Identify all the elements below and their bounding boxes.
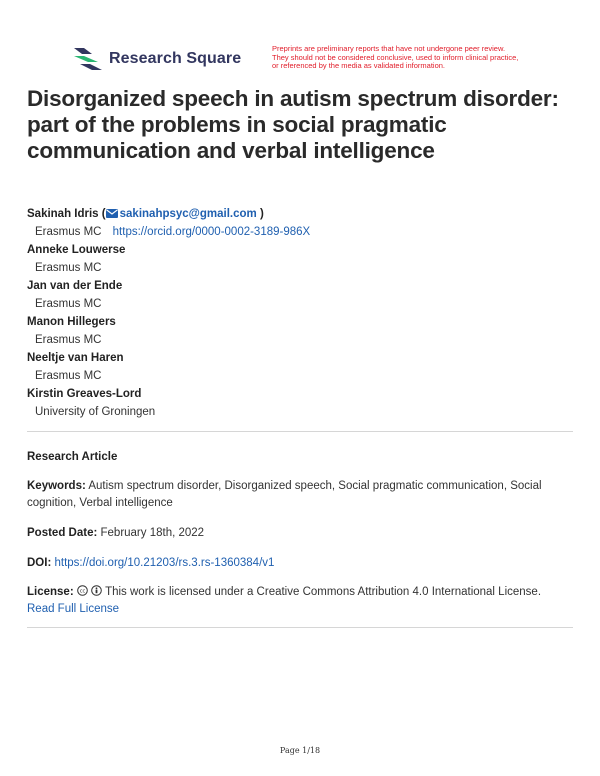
doi-link[interactable]: https://doi.org/10.21203/rs.3.rs-1360384/v1 [54,557,275,569]
author-list [27,205,577,421]
orcid-link[interactable]: https://orcid.org/0000-0002-3189-986X [112,226,311,238]
creative-commons-icon [77,585,88,596]
keywords-label: Keywords: [27,480,86,492]
author-affiliation: Erasmus MC [35,298,102,310]
author-affiliation: University of Groningen [35,406,156,418]
author-affiliation: Erasmus MC [35,226,102,238]
author-affiliation-row [27,223,577,241]
posted-date [27,525,575,542]
keywords-value: Autism spectrum disorder, Disorganized speech, Social pragmatic communication, Social cognition, Verbal intelligence [27,480,542,509]
preprint-notice-line: They should not be considered conclusive, used to inform clinical practice, [272,52,519,62]
author-name: Sakinah Idris [27,208,99,220]
preprint-notice [272,45,572,71]
author-affiliation: Erasmus MC [35,334,102,346]
author-name: Anneke Louwerse [27,244,126,256]
research-square-logo-icon [74,48,102,70]
author-name: Kirstin Greaves-Lord [27,388,142,400]
logo-wordmark: Research Square [109,50,242,67]
section-divider [27,431,573,432]
preprint-notice-line: or referenced by the media as validated information. [272,61,446,71]
doi-label: DOI: [27,557,52,569]
author-affiliation: Erasmus MC [35,370,102,382]
preprint-notice-line: Preprints are preliminary reports that have not undergone peer review. [272,44,506,53]
doi [27,555,575,572]
license-text: This work is licensed under a Creative Commons Attribution 4.0 International License. [105,586,542,598]
author-affiliation: Erasmus MC [35,262,102,274]
author-email-link[interactable]: sakinahpsyc@gmail.com [106,208,257,220]
svg-text:cc: cc [79,588,86,595]
envelope-icon [106,209,118,218]
section-divider [27,627,573,628]
read-full-license-link[interactable]: Read Full License [27,603,120,615]
author-name: Jan van der Ende [27,280,123,292]
author-name: Neeltje van Haren [27,352,124,364]
author-name: Manon Hillegers [27,316,116,328]
posted-date-label: Posted Date: [27,527,98,539]
page-number: Page 1/18 [279,746,321,755]
article-title: Disorganized speech in autism spectrum disorder: part of the problems in social pragmatic communication and verbal intelligence [27,86,559,163]
author-entry: Sakinah Idris ( sakinahpsyc@gmail.com ) [27,208,264,220]
article-type: Research Article [27,451,118,463]
posted-date-value: February 18th, 2022 [100,527,205,539]
keywords [27,478,575,512]
research-square-logo[interactable] [74,48,241,70]
license [27,584,575,618]
license-label: License: [27,586,74,598]
attribution-icon [91,585,102,596]
